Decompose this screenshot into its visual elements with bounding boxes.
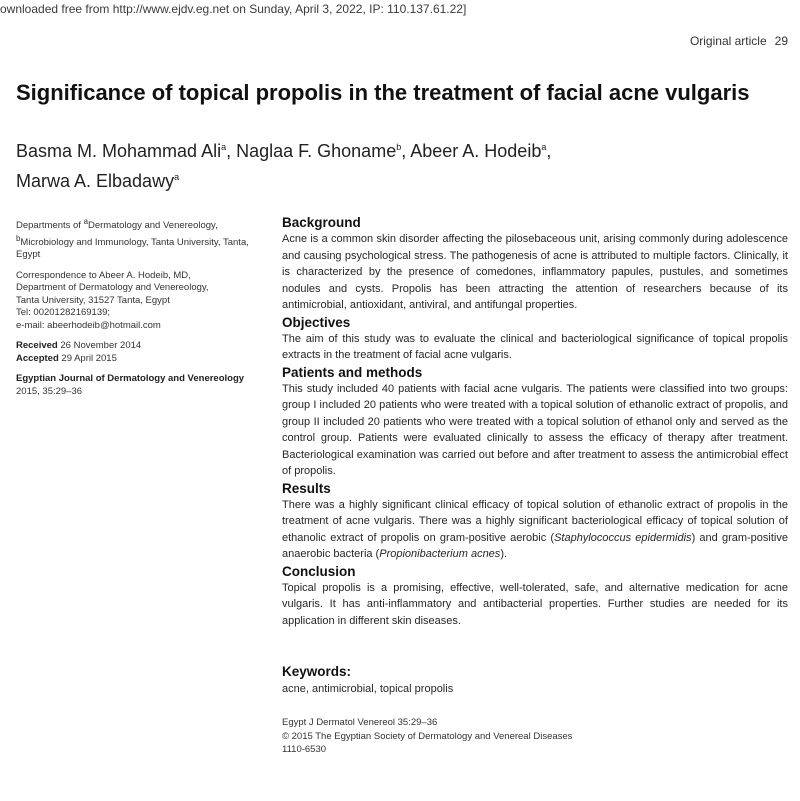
affiliations <box>16 216 266 262</box>
keywords-heading: Keywords: <box>282 664 352 679</box>
journal-citation <box>16 373 266 398</box>
correspondence-line: Department of Dermatology and Venereology, <box>16 282 209 294</box>
accepted-value: 29 April 2015 <box>61 352 117 364</box>
results-text-part: ). <box>500 548 508 560</box>
results-text <box>282 497 788 563</box>
received-date <box>16 340 266 353</box>
accepted-label: Accepted <box>16 352 59 364</box>
objectives-text: The aim of this study was to evaluate the clinical and bacteriological significance of topical propolis extracts in the treatment of facial acne vulgaris. <box>282 332 788 361</box>
methods-heading: Patients and methods <box>282 364 423 380</box>
author-name: Abeer A. Hodeib <box>410 141 542 161</box>
keywords <box>282 664 782 695</box>
results-organism: Staphylococcus epidermidis <box>554 531 692 544</box>
journal-name: Egyptian Journal of Dermatology and Venereology <box>16 373 245 385</box>
results-text-part: There was a highly significant clinical efficacy of topical solution of ethanolic extract of propolis in the treatment of acne vulgaris. There was a highly significant bacteriological efficacy of topical solution of ethanolic extract of propolis on gram-positive aerobic ( <box>282 498 788 544</box>
correspondence-line: Tel: 00201282169139; <box>16 307 111 319</box>
footer-citation: Egypt J Dermatol Venereol 35:29–36 <box>282 717 438 728</box>
received-label: Received <box>16 340 58 352</box>
article-title: Significance of topical propolis in the treatment of facial acne vulgaris <box>16 80 750 105</box>
author-separator: , <box>401 141 411 161</box>
correspondence <box>16 270 266 333</box>
affiliation-mark: a <box>83 217 88 226</box>
article-dates <box>16 340 266 365</box>
correspondence-email: e-mail: abeerhodeib@hotmail.com <box>16 319 161 331</box>
keywords-text: acne, antimicrobial, topical propolis <box>282 683 454 695</box>
footer-copyright: © 2015 The Egyptian Society of Dermatology and Venereal Diseases <box>282 730 573 742</box>
background-heading: Background <box>282 215 361 230</box>
author-separator: , <box>546 141 552 161</box>
objectives-heading: Objectives <box>282 314 351 330</box>
citation-footer <box>282 716 782 757</box>
conclusion-heading: Conclusion <box>282 563 356 579</box>
conclusion-text: Topical propolis is a promising, effective, well-tolerated, safe, and alternative medication for acne vulgaris. It has anti-inflammatory and antibacterial properties. Further studies are needed for its application in different skin diseases. <box>282 581 788 627</box>
author-affiliation: a <box>541 142 547 152</box>
author-affiliation: a <box>221 142 227 152</box>
page-number: 29 <box>774 34 788 48</box>
author-name: Basma M. Mohammad Ali <box>16 141 222 161</box>
affiliation-text: Dermatology and Venereology, <box>88 220 218 232</box>
journal-issue: 2015, 35:29–36 <box>16 385 83 397</box>
affiliation-mark: b <box>16 233 21 243</box>
download-notice: ownloaded free from http://www.ejdv.eg.net on Sunday, April 3, 2022, IP: 110.137.61.22] <box>0 2 467 16</box>
author-name: Naglaa F. Ghoname <box>236 141 397 161</box>
footer-issn: 1110-6530 <box>282 744 327 755</box>
results-organism: Propionibacterium acnes <box>379 548 501 560</box>
methods-text: This study included 40 patients with facial acne vulgaris. The patients were classified into two groups: group I included 20 patients who were treated with a topical solution of ethanolic extract of propolis, and group II included 20 patients who were treated with a topical solution of ethanol only and served as the control group. Patients were evaluated clinically to assess the efficacy of therapy after treatment. Bacteriological examination was carried out before and after treatment to assess the antimicrobial effect of propolis. <box>282 382 788 477</box>
correspondence-line: Tanta University, 31527 Tanta, Egypt <box>16 294 170 306</box>
results-heading: Results <box>282 480 331 496</box>
article-type: Original article <box>689 34 767 48</box>
author-name: Marwa A. Elbadawy <box>16 171 175 191</box>
author-separator: , <box>226 141 237 161</box>
author-affiliation: b <box>396 142 402 152</box>
background-text: Acne is a common skin disorder affecting the pilosebaceous unit, arising commonly during adolescence and causing psychological stress. The pathogenesis of acne is attributed to multiple factors. Clinically, it is characterized by the presence of comedones, inflammatory papules, pustules, and sometimes nodules and cysts. Propolis has been attracting the attention of researchers because of its antimicrobial, antioxidant, antiviral, and antifungal properties. <box>282 233 788 311</box>
received-value: 26 November 2014 <box>60 340 142 352</box>
article-sidebar <box>16 216 266 406</box>
results-text-part: ) and gram-positive anaerobic bacteria ( <box>282 531 788 560</box>
accepted-date <box>16 353 266 366</box>
correspondence-line: Correspondence to Abeer A. Hodeib, MD, <box>16 269 191 281</box>
author-affiliation: a <box>174 172 180 182</box>
abstract <box>282 214 788 629</box>
affiliation-prefix: Departments of <box>16 220 84 232</box>
affiliation-text: Microbiology and Immunology, Tanta University, Tanta, Egypt <box>16 236 249 261</box>
author-list <box>16 134 776 194</box>
running-head <box>690 34 788 48</box>
